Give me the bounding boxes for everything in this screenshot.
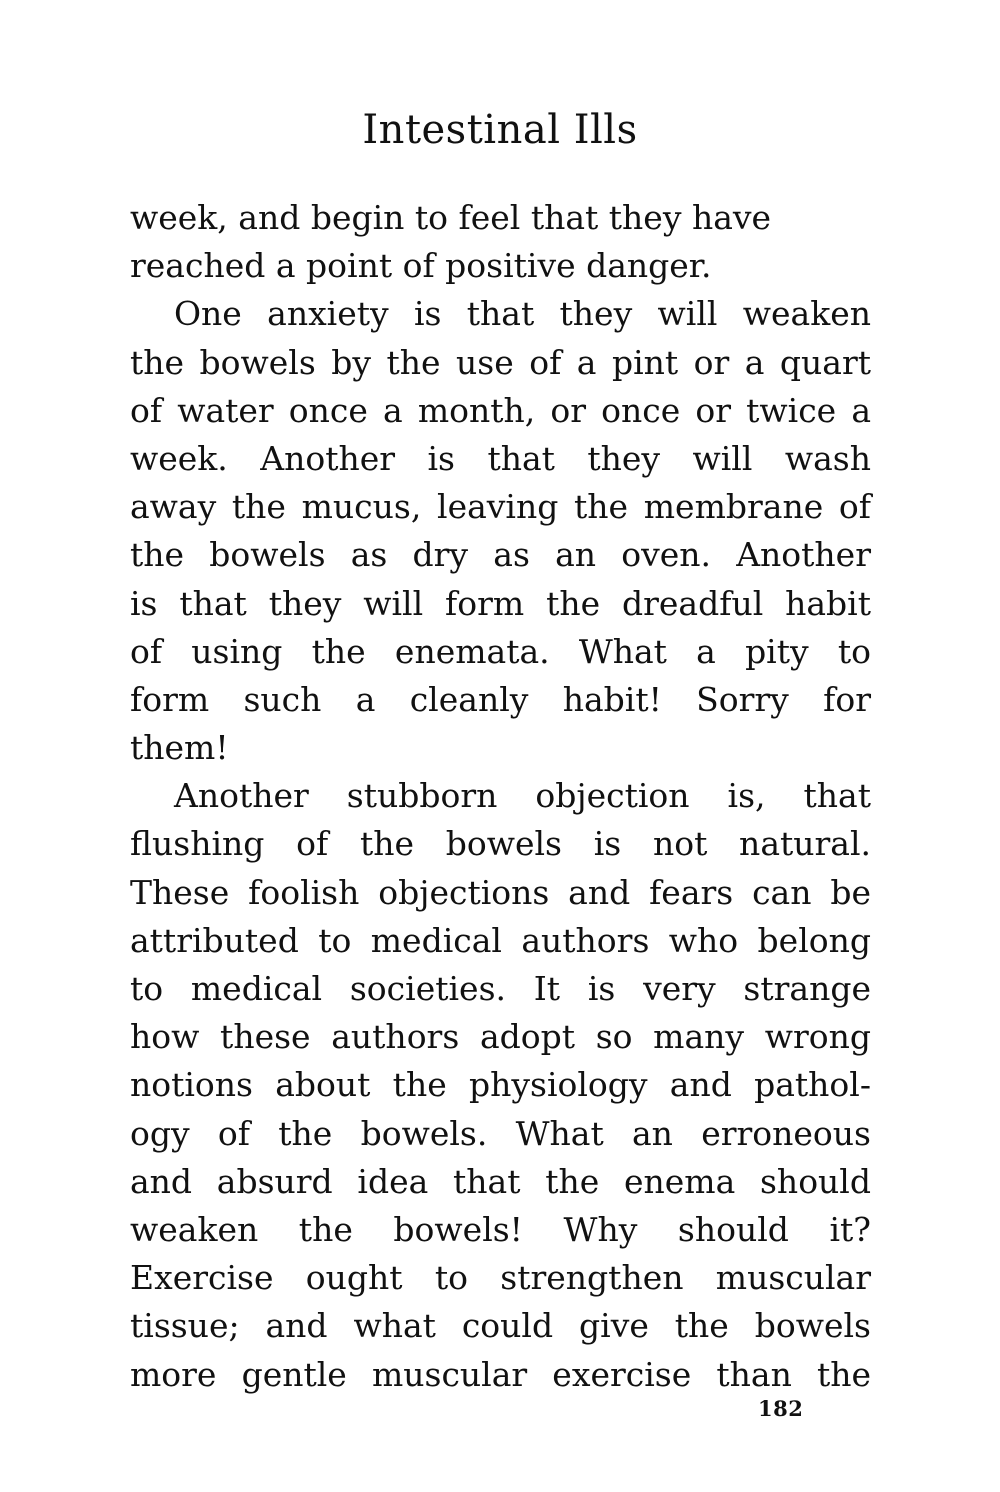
paragraph-start-line: One anxiety is that they will weaken xyxy=(174,294,871,334)
text-line: of water once a month, or once or twice a xyxy=(130,390,871,430)
text-line: tissue; and what could give the bowels xyxy=(130,1306,871,1346)
text-line: and absurd idea that the enema should xyxy=(130,1161,871,1201)
text-line: how these authors adopt so many wrong xyxy=(130,1017,871,1057)
text-line: of using the enemata. What a pity to xyxy=(130,631,871,671)
text-line: is that they will form the dreadful habit xyxy=(130,583,871,623)
text-line: form such a cleanly habit! Sorry for xyxy=(130,679,871,719)
running-title: Intestinal Ills xyxy=(362,107,638,153)
text-line: more gentle muscular exercise than the xyxy=(130,1354,871,1394)
text-line: week, and begin to feel that they have xyxy=(130,198,772,237)
text-line: flushing of the bowels is not natural. xyxy=(130,824,871,864)
text-line: away the mucus, leaving the membrane of xyxy=(130,487,871,527)
text-line: ogy of the bowels. What an erroneous xyxy=(130,1113,871,1153)
body-text xyxy=(130,194,871,1399)
text-line: These foolish objections and fears can be xyxy=(130,872,871,912)
page-number: 182 xyxy=(758,1396,804,1421)
text-line: notions about the physiology and pathol- xyxy=(130,1065,871,1105)
text-line: the bowels as dry as an oven. Another xyxy=(130,535,871,575)
text-line: week. Another is that they will wash xyxy=(130,438,871,478)
text-line: Exercise ought to strengthen muscular xyxy=(130,1258,871,1298)
text-line: weaken the bowels! Why should it? xyxy=(130,1209,871,1249)
text-line: reached a point of positive danger. xyxy=(130,246,712,286)
paragraph-start-line: Another stubborn objection is, that xyxy=(174,776,871,816)
text-line: them! xyxy=(130,728,229,768)
text-line: attributed to medical authors who belong xyxy=(130,920,871,960)
text-line: to medical societies. It is very strange xyxy=(130,969,871,1008)
text-line: the bowels by the use of a pint or a quart xyxy=(130,342,871,382)
